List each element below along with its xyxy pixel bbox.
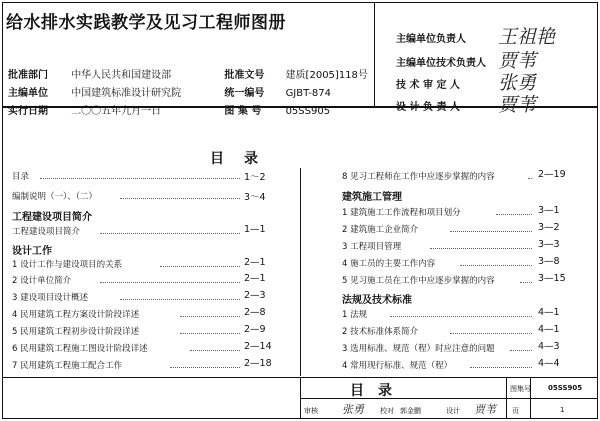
title-block-divider — [506, 377, 507, 419]
leader-dots — [450, 231, 532, 232]
check-name: 郭金鹏 — [400, 407, 421, 415]
atlas-title: 给水排水实践教学及见习工程师图册 — [6, 13, 286, 33]
title-block-rule — [300, 398, 598, 399]
page-number: 1 — [560, 406, 565, 414]
toc-page: 2—14 — [244, 341, 272, 352]
toc-page: 2—18 — [244, 358, 272, 369]
review-signature: 张勇 — [342, 403, 364, 416]
toc-item: 2 技术标准体系简介 — [342, 327, 419, 337]
toc-page: 3—2 — [538, 222, 560, 233]
toc-page: 1～2 — [244, 172, 266, 183]
atlas-no-value: 05SS905 — [548, 384, 583, 392]
section-heading: 工程建设项目简介 — [12, 212, 92, 223]
signature-role-4: 设 计 负 责 人 — [396, 102, 460, 113]
leader-dots — [460, 265, 532, 266]
signature-4: 贾苇 — [498, 94, 537, 116]
toc-page: 4—4 — [538, 358, 560, 369]
leader-dots — [520, 282, 532, 283]
approval-dept-label: 批准部门 — [8, 70, 48, 81]
leader-dots — [470, 367, 532, 368]
chief-unit-label: 主编单位 — [8, 88, 48, 99]
toc-item: 8 见习工程师在工作中应逐步掌握的内容 — [342, 172, 495, 182]
toc-page: 2—1 — [244, 257, 266, 268]
toc-item: 编制说明（一）、（二） — [12, 192, 98, 202]
leader-dots — [450, 333, 532, 334]
toc-item: 4 常用现行标准、规范（程） — [342, 361, 453, 371]
toc-page: 4—1 — [538, 307, 560, 318]
signature-role-3: 技 术 审 定 人 — [396, 80, 460, 91]
approval-doc-label: 批准文号 — [224, 70, 265, 81]
leader-dots — [100, 282, 240, 283]
toc-page: 4—1 — [538, 324, 560, 335]
signature-role-2: 主编单位技术负责人 — [396, 58, 486, 69]
toc-page: 3～4 — [244, 192, 266, 203]
leader-dots — [40, 178, 240, 179]
toc-page: 1—1 — [244, 224, 266, 235]
column-divider — [300, 168, 301, 376]
leader-dots — [510, 350, 532, 351]
design-signature: 贾苇 — [474, 403, 496, 416]
leader-dots — [528, 178, 532, 179]
leader-dots — [100, 233, 240, 234]
toc-item: 1 法规 — [342, 310, 368, 320]
toc-page: 2—19 — [538, 169, 566, 180]
effective-date-label: 实行日期 — [8, 106, 48, 117]
leader-dots — [170, 367, 240, 368]
toc-item: 3 选用标准、规范（程）时应注意的问题 — [342, 344, 495, 354]
effective-date-value: 二〇〇五年九月一日 — [71, 106, 162, 117]
toc-item: 4 施工员的主要工作内容 — [342, 259, 436, 269]
signature-1: 王祖艳 — [498, 26, 556, 48]
signature-role-1: 主编单位负责人 — [396, 34, 466, 45]
leader-dots — [496, 214, 532, 215]
chief-unit-value: 中国建筑标准设计研究院 — [71, 88, 182, 99]
toc-page: 3—3 — [538, 239, 560, 250]
toc-item: 2 建筑施工企业简介 — [342, 225, 419, 235]
review-label: 审核 — [304, 407, 318, 415]
leader-dots — [190, 350, 240, 351]
title-block-title: 目录 — [350, 383, 406, 399]
toc-page: 3—1 — [538, 205, 560, 216]
header-row-3 — [8, 102, 330, 117]
atlas-no-label: 图 集 号 — [224, 106, 262, 117]
toc-item: 目录 — [12, 172, 30, 182]
toc-title: 目录 — [210, 151, 278, 167]
atlas-no-label: 图集号 — [510, 385, 531, 393]
toc-item: 6 民用建筑工程施工图设计阶段详述 — [12, 344, 148, 354]
design-label: 设计 — [446, 407, 460, 415]
leader-dots — [180, 333, 240, 334]
toc-item: 7 民用建筑工程施工配合工作 — [12, 361, 123, 371]
unified-no-label: 统一编号 — [224, 88, 265, 99]
signature-3: 张勇 — [498, 72, 537, 94]
toc-page: 4—3 — [538, 341, 560, 352]
toc-item: 1 设计工作与建设项目的关系 — [12, 260, 123, 270]
unified-no-value: GJBT-874 — [285, 88, 332, 99]
toc-page: 3—8 — [538, 256, 560, 267]
approval-dept-value: 中华人民共和国建设部 — [71, 70, 172, 81]
header-row-1 — [8, 66, 368, 81]
page-label: 页 — [512, 407, 519, 415]
toc-item: 3 建设项目设计概述 — [12, 293, 89, 303]
signature-2: 贾苇 — [498, 50, 537, 72]
toc-item: 2 设计单位简介 — [12, 276, 72, 286]
header-row-2 — [8, 84, 331, 99]
toc-item: 3 工程项目管理 — [342, 242, 402, 252]
leader-dots — [430, 248, 532, 249]
toc-item: 5 民用建筑工程初步设计阶段详述 — [12, 327, 140, 337]
toc-item: 工程建设项目简介 — [12, 227, 81, 237]
toc-page: 2—1 — [244, 273, 266, 284]
toc-page: 2—3 — [244, 290, 266, 301]
leader-dots — [120, 198, 240, 199]
leader-dots — [160, 266, 240, 267]
toc-page: 2—9 — [244, 324, 266, 335]
toc-item: 4 民用建筑工程方案设计阶段详述 — [12, 310, 140, 320]
toc-item: 1 建筑施工工作流程和项目划分 — [342, 208, 461, 218]
approval-doc-value: 建质[2005]118号 — [285, 70, 368, 81]
toc-page: 2—8 — [244, 307, 266, 318]
toc-item: 5 见习施工员在工作中应逐步掌握的内容 — [342, 276, 495, 286]
atlas-no-value: 05SS905 — [285, 106, 331, 117]
check-label: 校对 — [380, 407, 394, 415]
section-heading: 设计工作 — [12, 246, 52, 257]
toc-page: 3—15 — [538, 273, 566, 284]
leader-dots — [390, 316, 532, 317]
leader-dots — [180, 316, 240, 317]
leader-dots — [120, 299, 240, 300]
section-heading: 建筑施工管理 — [342, 192, 402, 203]
section-heading: 法规及技术标准 — [342, 295, 412, 306]
